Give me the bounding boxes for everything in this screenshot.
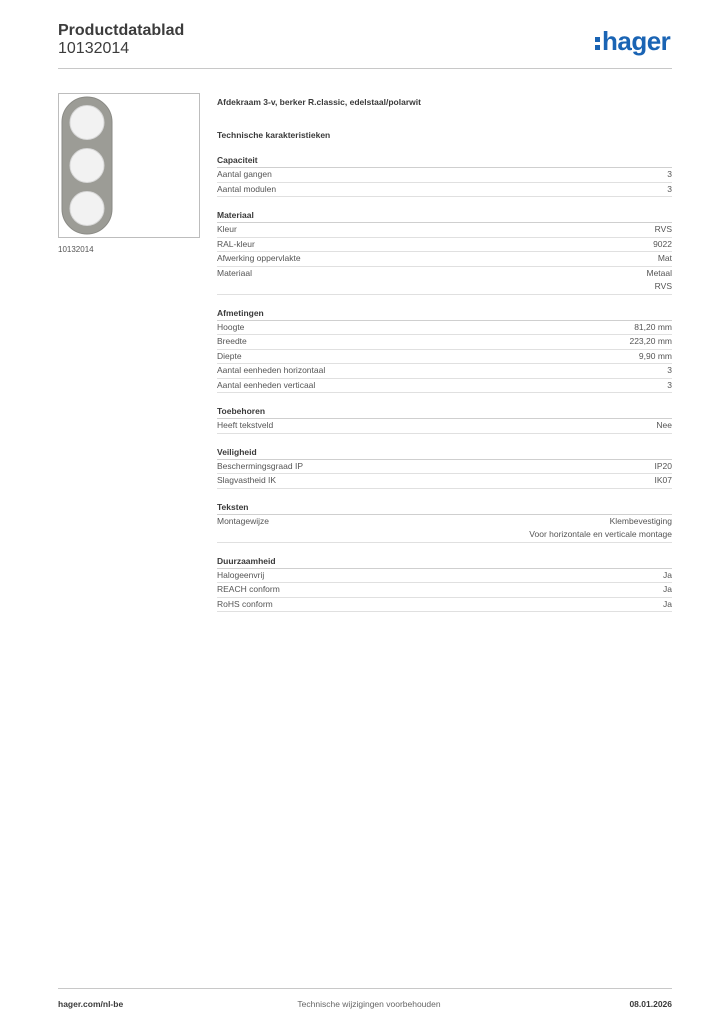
spec-section [217, 446, 672, 489]
spec-value-line: Voor horizontale en verticale montage [529, 529, 672, 539]
spec-value [663, 569, 672, 583]
spec-value [663, 598, 672, 612]
spec-value-line: RVS [654, 281, 672, 291]
spec-label: Diepte [217, 350, 242, 361]
spec-label: RoHS conform [217, 598, 273, 609]
spec-section [217, 555, 672, 613]
spec-section [217, 307, 672, 394]
product-image [58, 93, 200, 238]
footer-website: hager.com/nl-be [58, 999, 124, 1009]
spec-row [217, 419, 672, 434]
spec-value-line: Klembevestiging [609, 515, 672, 526]
spec-label: Heeft tekstveld [217, 420, 274, 430]
spec-row [217, 267, 672, 295]
product-title: Afdekraam 3-v, berker R.classic, edelstaal/polarwit [217, 97, 421, 107]
spec-value-line: Ja [663, 584, 672, 594]
spec-value [529, 515, 672, 542]
spec-value-line: 3 [667, 183, 672, 194]
logo-text: hager [602, 26, 671, 56]
section-title: Toebehoren [217, 405, 672, 419]
spec-value-line: Metaal [646, 267, 672, 278]
spec-row [217, 252, 672, 267]
spec-label: Halogeenvrij [217, 569, 265, 580]
spec-section [217, 501, 672, 543]
spec-value [655, 474, 673, 488]
footer-divider [58, 988, 672, 989]
spec-row [217, 569, 672, 584]
spec-value-line: Mat [657, 253, 672, 263]
spec-value [658, 252, 672, 266]
spec-value-line: Nee [656, 420, 672, 430]
section-title: Capaciteit [217, 154, 672, 168]
section-title: Materiaal [217, 209, 672, 223]
spec-value [646, 267, 672, 294]
spec-label: Montagewijze [217, 515, 269, 526]
section-title: Veiligheid [217, 446, 672, 460]
spec-row [217, 379, 672, 394]
spec-value-line: 9022 [653, 238, 672, 249]
spec-label: Hoogte [217, 321, 245, 332]
spec-label: Aantal eenheden horizontaal [217, 365, 326, 375]
spec-value-line: 223,20 mm [629, 336, 672, 346]
spec-section [217, 405, 672, 434]
spec-label: Materiaal [217, 267, 252, 278]
cover-frame-image [59, 94, 199, 237]
article-number: 10132014 [58, 40, 130, 57]
spec-label: Aantal modulen [217, 183, 277, 194]
spec-row [217, 350, 672, 365]
spec-label: Afwerking oppervlakte [217, 253, 301, 263]
document-title: Productdatablad [58, 22, 185, 39]
spec-value [639, 350, 672, 364]
spec-row [217, 238, 672, 253]
spec-row [217, 321, 672, 336]
spec-value-line: IP20 [654, 460, 672, 471]
spec-value [667, 183, 672, 197]
section-title: Duurzaamheid [217, 555, 672, 569]
spec-value [663, 583, 672, 597]
spec-row [217, 583, 672, 598]
spec-section [217, 209, 672, 295]
spec-row [217, 515, 672, 543]
spec-value-line: 81,20 mm [634, 321, 672, 332]
spec-value-line: 3 [667, 379, 672, 390]
spec-row [217, 183, 672, 198]
logo-dots-icon [595, 28, 601, 54]
section-title: Afmetingen [217, 307, 672, 321]
spec-value [634, 321, 672, 335]
footer-disclaimer: Technische wijzigingen voorbehouden [297, 999, 441, 1009]
spec-value-line: 3 [667, 169, 672, 179]
spec-sections [217, 154, 672, 612]
spec-label: Beschermingsgraad IP [217, 460, 303, 471]
spec-row [217, 598, 672, 613]
spec-label: Slagvastheid IK [217, 475, 277, 485]
spec-row [217, 364, 672, 379]
tech-heading: Technische karakteristieken [217, 130, 331, 140]
spec-value [667, 168, 672, 182]
spec-value-line: 3 [667, 365, 672, 375]
image-caption: 10132014 [58, 245, 94, 254]
header-divider [58, 68, 672, 69]
spec-value [629, 335, 672, 349]
spec-value-line: RVS [654, 224, 672, 234]
section-title: Teksten [217, 501, 672, 515]
spec-label: REACH conform [217, 584, 280, 594]
spec-section [217, 154, 672, 197]
spec-value-line: Ja [663, 598, 672, 609]
spec-value-line: IK07 [654, 475, 672, 485]
footer-date: 08.01.2026 [629, 999, 672, 1009]
spec-label: Aantal eenheden verticaal [217, 379, 316, 390]
spec-value [667, 364, 672, 378]
spec-value [655, 460, 673, 474]
spec-value-line: Ja [663, 569, 672, 580]
spec-label: RAL-kleur [217, 238, 255, 249]
spec-value [656, 419, 672, 433]
spec-value-line: 9,90 mm [638, 350, 672, 361]
spec-row [217, 474, 672, 489]
spec-row [217, 460, 672, 475]
spec-label: Aantal gangen [217, 169, 272, 179]
spec-value [655, 223, 672, 237]
spec-value [667, 379, 672, 393]
spec-row [217, 335, 672, 350]
spec-row [217, 223, 672, 238]
spec-sheet [217, 95, 672, 612]
spec-label: Kleur [217, 224, 237, 234]
hager-logo [595, 28, 670, 54]
spec-value [653, 238, 672, 252]
spec-row [217, 168, 672, 183]
spec-label: Breedte [217, 336, 247, 346]
